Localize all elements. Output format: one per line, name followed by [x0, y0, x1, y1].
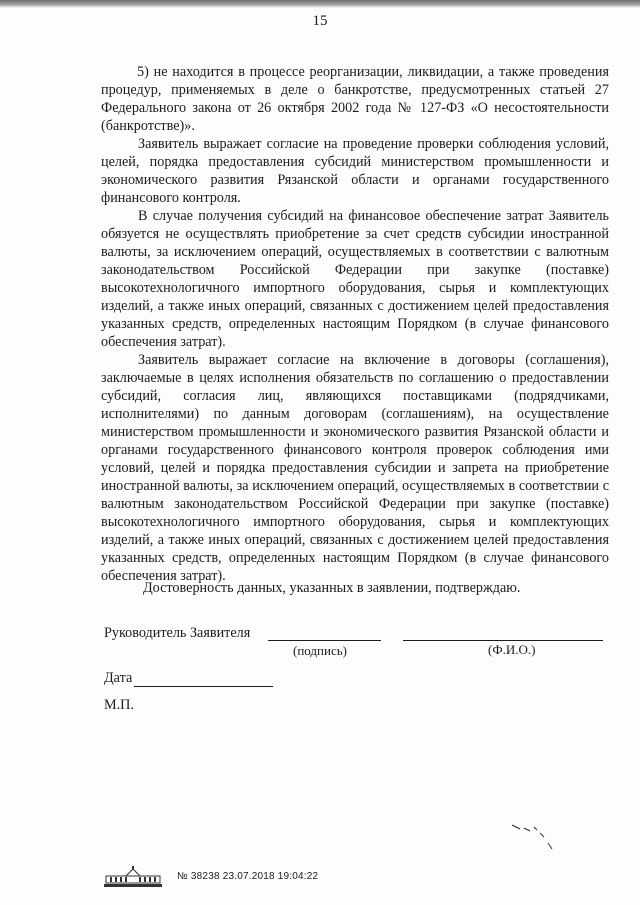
seal-place-label: М.П.	[104, 697, 134, 713]
registration-stamp: № 38238 23.07.2018 19:04:22	[177, 871, 319, 882]
clause-5: 5) не находится в процессе реорганизации, ликвидации, а также проведения процедур, применяемых в деле о банкротстве, предусмотренных статьей 27 Федерального закона от 26 октября 2002 года № 127-ФЗ «О несостоятельности (банкротстве)».	[101, 64, 609, 134]
ink-marks	[510, 815, 560, 855]
confirmation-statement: Достоверность данных, указанных в заявлении, подтверждаю.	[143, 580, 521, 596]
document-body	[101, 63, 609, 585]
name-caption: (Ф.И.О.)	[488, 642, 536, 657]
government-building-logo-icon	[104, 866, 162, 888]
paragraph-consent-contracts: Заявитель выражает согласие на включение в договоры (соглашения), заключаемые в целях исполнения обязательств по соглашению о предоставлении субсидий, согласия лиц, являющихся поставщиками (подрядчиками, исполнителями) по данным договорам (соглашениям), на осуществление министерством промышленности и экономического развития Рязанской области и органами государственного финансового контроля проверок соблюдения ими условий, целей и порядка предоставления субсидии и запрета на приобретение иностранной валюты, за исключением операций, осуществляемых в соответствии с валютным законодательством Российской Федерации при закупке (поставке) высокотехнологичного импортного оборудования, сырья и комплектующих изделий, а также иных операций, связанных с достижением целей предоставления указанных средств, определенных настоящим Порядком (в случае финансового обеспечения затрат).	[101, 352, 609, 584]
name-line	[403, 640, 603, 641]
page-number: 15	[312, 13, 328, 29]
scan-top-edge	[0, 0, 640, 8]
paragraph-currency-obligation: В случае получения субсидий на финансовое обеспечение затрат Заявитель обязуется не осуществлять приобретение за счет средств субсидии иностранной валюты, за исключением операций, осуществляемых в соответствии с валютным законодательством Российской Федерации при закупке (поставке) высокотехнологичного импортного оборудования, сырья и комплектующих изделий, а также иных операций, связанных с достижением целей предоставления указанных средств, определенных настоящим Порядком (в случае финансового обеспечения затрат).	[101, 208, 609, 350]
date-label: Дата	[104, 670, 133, 686]
paragraph-consent-inspection: Заявитель выражает согласие на проведение проверки соблюдения условий, целей, порядка предоставления субсидий министерством промышленности и экономического развития Рязанской области и органами государственного финансового контроля.	[101, 136, 609, 206]
signature-line	[268, 640, 381, 641]
date-line	[134, 686, 273, 687]
signature-caption: (подпись)	[293, 643, 347, 658]
signature-label: Руководитель Заявителя	[104, 625, 251, 641]
